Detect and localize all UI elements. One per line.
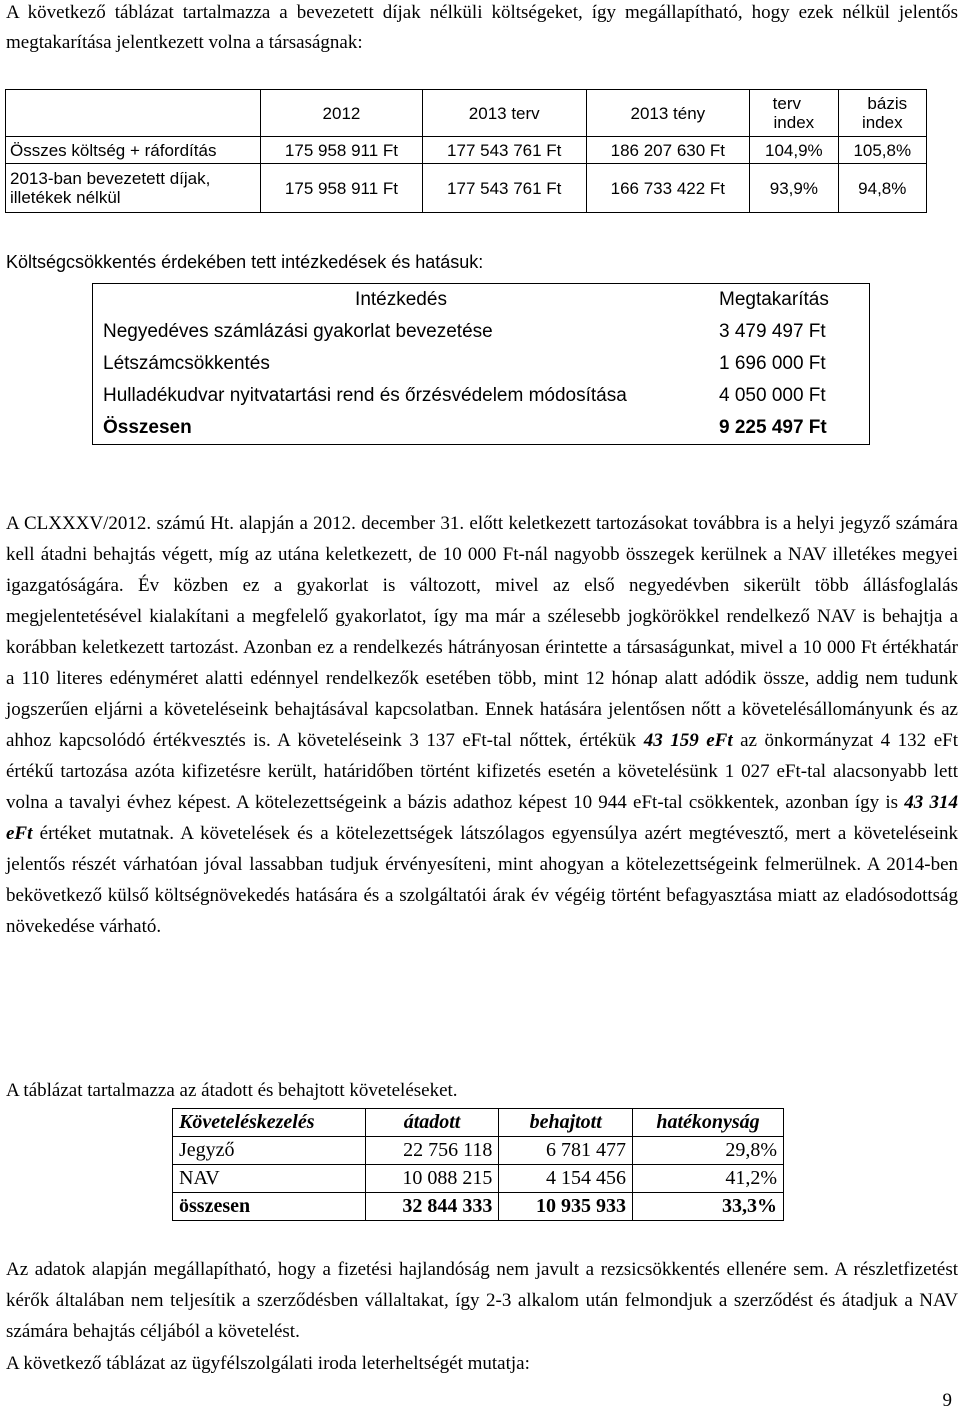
cell-2013-terv: 177 543 761 Ft [422, 164, 586, 213]
header-cell: hatékonyság [633, 1109, 784, 1137]
header-cell-terv-index [750, 90, 838, 137]
measure-saving: 3 479 497 Ft [719, 321, 826, 342]
cell-value: 41,2% [633, 1165, 784, 1193]
header-bazis-line2: index [861, 113, 903, 132]
table-row [173, 1137, 784, 1165]
cell-bazis-index: 94,8% [838, 164, 926, 213]
header-bazis-line1: bázis [867, 94, 908, 113]
measure-name: Létszámcsökkentés [103, 353, 270, 374]
measure-saving: 1 696 000 Ft [719, 353, 826, 374]
header-cell-2012: 2012 [261, 90, 423, 137]
row-label: Jegyző [173, 1137, 366, 1165]
row-label: összesen [173, 1193, 366, 1221]
row-label: Összes költség + ráfordítás [6, 137, 261, 164]
header-cell-empty [6, 90, 261, 137]
paragraph-text: az önkormányzat 4 132 eFt értékű tartozása azóta kifizetésre került, határidőben történt kifizetés esetén a követelésünk 1 027 eFt-tal alacsonyabb lett volna a tavalyi évhez képest. A kötelezettségeink a bázis adathoz képest 10 944 eFt-tal csökkentek, azonban így is [6, 730, 958, 813]
cell-value: 32 844 333 [365, 1193, 499, 1221]
cell-value: 10 935 933 [499, 1193, 633, 1221]
next-table-intro: A következő táblázat az ügyfélszolgálati iroda leterheltségét mutatja: [6, 1353, 530, 1374]
cell-terv-index: 93,9% [750, 164, 838, 213]
cell-2013-teny: 186 207 630 Ft [586, 137, 750, 164]
header-cell-2013-terv: 2013 terv [422, 90, 586, 137]
cell-value: 29,8% [633, 1137, 784, 1165]
header-cell: behajtott [499, 1109, 633, 1137]
table-row [6, 164, 927, 213]
cell-value: 4 154 456 [499, 1165, 633, 1193]
cell-value: 22 756 118 [365, 1137, 499, 1165]
page-number: 9 [942, 1390, 952, 1411]
header-cell: Követeléskezelés [173, 1109, 366, 1137]
measures-table [92, 283, 870, 445]
row-label: 2013-ban bevezetett díjak, illetékek nélkül [6, 164, 261, 213]
cost-comparison-table [5, 89, 927, 213]
header-cell: átadott [365, 1109, 499, 1137]
total-label: Összesen [103, 417, 192, 438]
cell-terv-index: 104,9% [750, 137, 838, 164]
table-header-row [93, 284, 870, 317]
cell-2013-teny: 166 733 422 Ft [586, 164, 750, 213]
paragraph-text: értéket mutatnak. A követelések és a kötelezettségek látszólagos egyensúlya azért megtévesztő, mert a követeléseink jelentős részét várhatóan jóval lassabban tudjuk érvényesíteni, mint ahogyan a kötelezettségeink felmerülnek. A 2014-ben bekövetkező külső költségnövekedés hatására és a szolgáltatói árak év végéig történt befagyasztása miatt az eladósodottság növekedése várható. [6, 823, 958, 937]
paragraph-text: A CLXXXV/2012. számú Ht. alapján a 2012. december 31. előtt keletkezett tartozásokat továbbra is a helyi jegyző számára kell átadni behajtás végett, míg az utána keletkezett, de 10 000 Ft-nál nagyobb összegek kerülnek a NAV illetékes megyei igazgatóságára. Év közben ez a gyakorlat is változott, mivel az első negyedévben sikerült több állásfoglalás megjelentetésével kialakítani a megfelelő gyakorlatot, így ma már a szélesebb jogkörökkel rendelkező NAV is behajtja a korábban keletkezett tartozást. Azonban ez a rendelkezés hátrányosan érintette a társaságunkat, mivel a 10 000 Ft értékhatár a 110 literes edényméret alatti edénnyel rendelkezők esetében több, mint 12 hónap alatt adódik össze, addig nem tudunk jogszerűen eljárni a követeléseink behajtásával kapcsolatban. Ennek hatására jelentősen nőtt a követelésállományunk és az ahhoz kapcsolódó értékvesztés is. A követeléseink 3 137 eFt-tal nőttek, értékük [6, 513, 958, 751]
section-title-receivables: A táblázat tartalmazza az átadott és behajtott követeléseket. [6, 1080, 458, 1101]
header-terv-line2: index [773, 113, 815, 132]
header-cell-bazis-index [838, 90, 926, 137]
total-value: 9 225 497 Ft [719, 417, 827, 438]
receivables-table [172, 1108, 784, 1221]
section-title-measures: Költségcsökkentés érdekében tett intézkedések és hatásuk: [6, 252, 484, 272]
table-row [93, 316, 870, 348]
table-header-row [173, 1109, 784, 1137]
payment-paragraph: Az adatok alapján megállapítható, hogy a fizetési hajlandóság nem javult a rezsicsökkentés ellenére sem. A részletfizetést kérők általában nem teljesítik a szerződésben vállaltakat, így 2-3 alkalom után felmondjuk a szerződést és átadjuk a NAV számára behajtás céljából a követelést. [6, 1259, 958, 1342]
table-row [93, 348, 870, 380]
cell-value: 33,3% [633, 1193, 784, 1221]
table-header-row [6, 90, 927, 137]
measure-saving: 4 050 000 Ft [719, 385, 826, 406]
cell-2013-terv: 177 543 761 Ft [422, 137, 586, 164]
cell-value: 10 088 215 [365, 1165, 499, 1193]
header-saving: Megtakarítás [719, 289, 829, 310]
header-measure: Intézkedés [355, 289, 447, 310]
measure-name: Hulladékudvar nyitvatartási rend és őrzésvédelem módosítása [103, 385, 627, 406]
table-total-row [93, 412, 870, 445]
table-row [173, 1165, 784, 1193]
liabilities-value: 43 314 eFt [6, 792, 959, 844]
cell-bazis-index: 105,8% [838, 137, 926, 164]
cell-value: 6 781 477 [499, 1137, 633, 1165]
header-cell-2013-teny: 2013 tény [586, 90, 750, 137]
receivables-value: 43 159 eFt [643, 730, 733, 751]
cell-2012: 175 958 911 Ft [261, 137, 423, 164]
intro-paragraph: A következő táblázat tartalmazza a bevezetett díjak nélküli költségeket, így megállapítható, hogy ezek nélkül jelentős megtakarítása jelentkezett volna a társaságnak: [6, 2, 958, 53]
table-row [93, 380, 870, 412]
measure-name: Negyedéves számlázási gyakorlat bevezetése [103, 321, 493, 342]
cell-2012: 175 958 911 Ft [261, 164, 423, 213]
header-terv-line1: terv [772, 94, 802, 113]
table-row [6, 137, 927, 164]
table-total-row [173, 1193, 784, 1221]
row-label: NAV [173, 1165, 366, 1193]
receivables-paragraph [6, 508, 958, 942]
